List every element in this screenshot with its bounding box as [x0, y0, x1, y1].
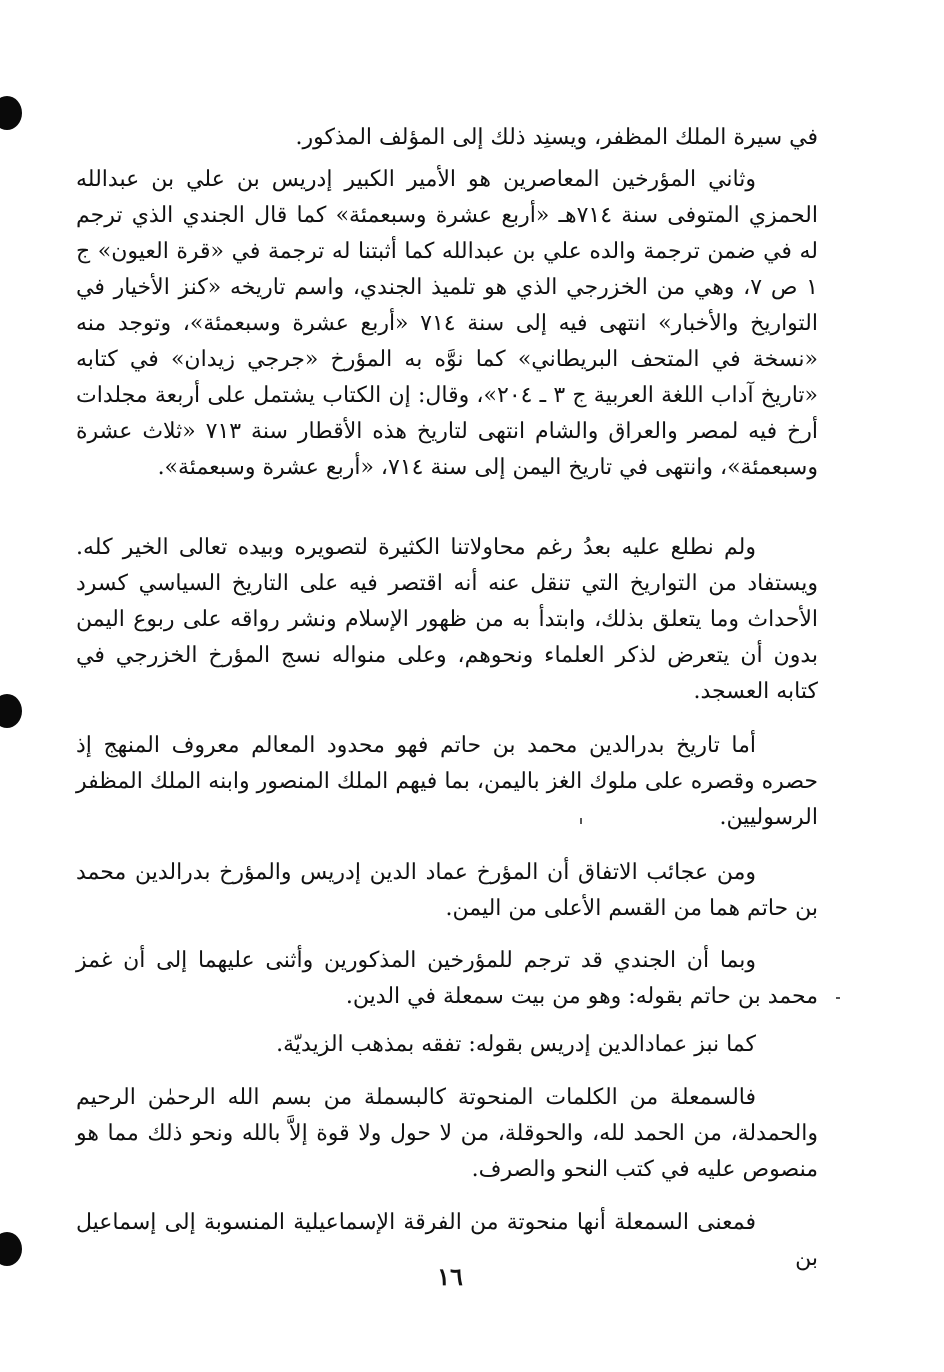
- paragraph-text: في سيرة الملك المظفر، ويسنِد ذلك إلى المؤلف المذكور.: [295, 125, 818, 150]
- paragraph: [76, 943, 818, 1023]
- paragraph: [76, 120, 818, 156]
- punch-hole: [0, 694, 22, 728]
- paragraph-text: ومن عجائب الاتفاق أن المؤرخ عماد الدين إدريس والمؤرخ بدرالدين محمد بن حاتم هما من القسم الأعلى من اليمن.: [76, 860, 818, 921]
- paragraph: [76, 530, 818, 720]
- punch-hole: [0, 1232, 22, 1266]
- paragraph-text: وثاني المؤرخين المعاصرين هو الأمير الكبير إدريس بن علي بن عبدالله الحمزي المتوفى سنة ٧١٤هـ «أربع عشرة وسبعمئة» كما قال الجندي الذي ترجم له في ضمن ترجمة والده علي بن عبدالله كما أثبتنا له ترجمة في «قرة العيون» ج ١ ص ٧، وهي من الخزرجي الذي هو تلميذ الجندي، واسم تاريخه «كنز الأخيار في التواريخ والأخبار» انتهى فيه إلى سنة ٧١٤ «أربع عشرة وسبعمئة»، وتوجد منه «نسخة في المتحف البريطاني» كما نوَّه به المؤرخ «جرجي زيدان» في كتابه «تاريخ آداب اللغة العربية ج ٣ ـ ٢٠٤»، وقال: إن الكتاب يشتمل على أربعة مجلدات أرخ فيه لمصر والعراق والشام انتهى لتاريخ هذه الأقطار سنة ٧١٣ «ثلاث عشرة وسبعمئة»، وانتهى في تاريخ اليمن إلى سنة ٧١٤، «أربع عشرة وسبعمئة».: [76, 167, 819, 480]
- paragraph-text: فمعنى السمعلة أنها منحوتة من الفرقة الإسماعيلية المنسوبة إلى إسماعيل بن: [76, 1210, 818, 1271]
- page-number: ١٦: [437, 1262, 463, 1291]
- paragraph-text: أما تاريخ بدرالدين محمد بن حاتم فهو محدود المعالم معروف المنهج إذ حصره وقصره على ملوك الغز باليمن، بما فيهم الملك المنصور وابنه الملك المظفر الرسوليين.: [76, 733, 818, 830]
- paragraph: [76, 728, 818, 848]
- punch-hole: [0, 96, 22, 130]
- scan-mark: [836, 997, 840, 999]
- paragraph: [76, 1027, 818, 1067]
- paragraph: [76, 1080, 818, 1200]
- paragraph-text: ولم نطلع عليه بعدُ رغم محاولاتنا الكثيرة لتصويره وبيده تعالى الخير كله. ويستفاد من التواريخ التي تنقل عنه أنه اقتصر فيه على التاريخ السياسي كسرد الأحداث وما يتعلق بذلك، وابتدأ به من ظهور الإسلام ونشر رواقه على ربوع اليمن بدون أن يتعرض لذكر العلماء ونحوهم، وعلى منواله نسج المؤرخ الخزرجي في كتابه العسجد.: [76, 535, 818, 704]
- paragraph: [76, 855, 818, 935]
- paragraph-text: كما نبز عمادالدين إدريس بقوله: تفقه بمذهب الزيديّة.: [276, 1032, 756, 1057]
- paragraph-text: فالسمعلة من الكلمات المنحوتة كالبسملة من بسم الله الرحمٰن الرحيم والحمدلة، من الحمد لله، والحوقلة، من لا حول ولا قوة إلاَّ بالله ونحو ذلك مما هو منصوص عليه في كتب النحو والصرف.: [76, 1085, 818, 1182]
- paragraph: [76, 162, 818, 522]
- paragraph: [76, 1205, 818, 1271]
- paragraph-text: وبما أن الجندي قد ترجم للمؤرخين المذكورين وأثنى عليهما إلى أن غمز محمد بن حاتم بقوله: وهو من بيت سمعلة في الدين.: [76, 948, 818, 1009]
